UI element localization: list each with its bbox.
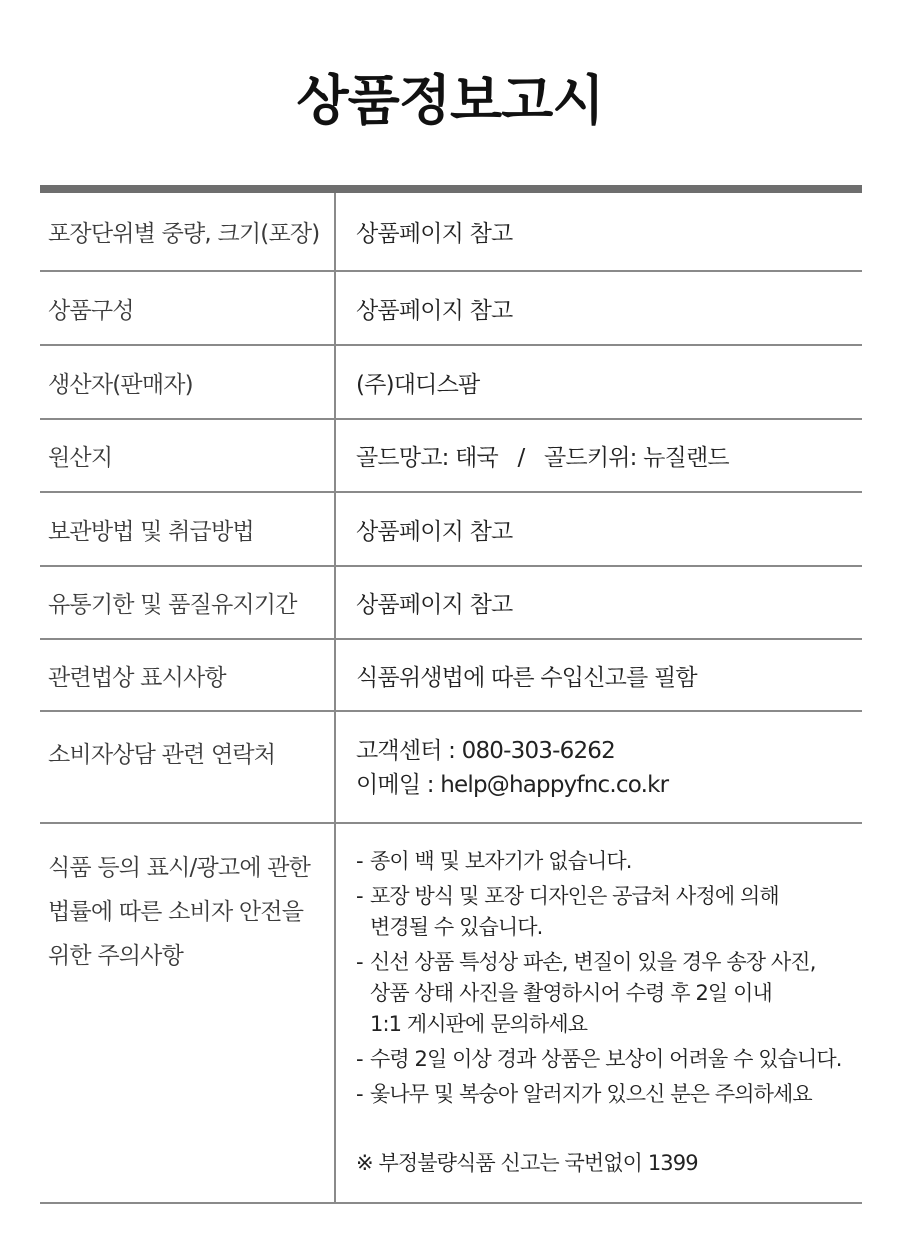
row-label: 상품구성	[40, 272, 336, 344]
row-value: (주)대디스팜	[356, 371, 480, 398]
table-row	[40, 346, 862, 420]
notice-dash: -	[356, 1047, 363, 1071]
product-info-table	[40, 185, 862, 1204]
table-row	[40, 493, 862, 567]
contact-email: 이메일 : help@happyfnc.co.kr	[356, 772, 669, 798]
notice-value	[336, 824, 862, 1202]
row-label: 관련법상 표시사항	[40, 640, 336, 710]
row-label: 원산지	[40, 420, 336, 491]
notice-item	[356, 1079, 812, 1110]
row-label: 보관방법 및 취급방법	[40, 493, 336, 565]
notice-line: 상품 상태 사진을 촬영하시어 수령 후 2일 이내	[370, 981, 772, 1005]
notice-label-line: 식품 등의 표시/광고에 관한	[48, 855, 311, 881]
table-row	[40, 567, 862, 640]
notice-line: 수령 2일 이상 경과 상품은 보상이 어려울 수 있습니다.	[370, 1047, 842, 1071]
notice-line: 1:1 게시판에 문의하세요	[370, 1012, 588, 1036]
row-value: 상품페이지 참고	[356, 518, 513, 545]
notice-dash: -	[356, 884, 363, 908]
contact-phone: 고객센터 : 080-303-6262	[356, 738, 615, 764]
row-value: 상품페이지 참고	[356, 297, 513, 324]
table-row	[40, 640, 862, 712]
notice-dash: -	[356, 1082, 363, 1106]
contact-row	[40, 712, 862, 824]
table-row	[40, 420, 862, 493]
contact-value	[336, 712, 862, 822]
notice-item	[356, 846, 632, 877]
notice-line: 신선 상품 특성상 파손, 변질이 있을 경우 송장 사진,	[370, 950, 816, 974]
row-value: 식품위생법에 따른 수입신고를 필함	[356, 664, 697, 691]
notice-label-line: 위한 주의사항	[48, 943, 184, 969]
notice-item	[356, 947, 815, 1040]
notice-label	[40, 824, 336, 1202]
row-value: 상품페이지 참고	[356, 221, 513, 247]
notice-line: 변경될 수 있습니다.	[370, 915, 543, 939]
row-value: 골드망고: 태국 / 골드키위: 뉴질랜드	[356, 445, 729, 471]
page-title: 상품정보고시	[296, 69, 604, 132]
notice-item	[356, 1044, 842, 1075]
table-row	[40, 193, 862, 272]
notice-line: 종이 백 및 보자기가 없습니다.	[370, 849, 632, 873]
notice-dash: -	[356, 950, 363, 974]
footnote: ※ 부정불량식품 신고는 국번없이 1399	[356, 1151, 698, 1175]
notice-line: 포장 방식 및 포장 디자인은 공급처 사정에 의해	[370, 884, 779, 908]
contact-label: 소비자상담 관련 연락처	[40, 712, 336, 822]
row-label: 생산자(판매자)	[40, 346, 336, 418]
row-value: 상품페이지 참고	[356, 592, 513, 618]
notice-dash: -	[356, 849, 363, 873]
notice-row	[40, 824, 862, 1204]
notice-item	[356, 881, 779, 943]
row-label: 포장단위별 중량, 크기(포장)	[40, 193, 336, 270]
notice-line: 옻나무 및 복숭아 알러지가 있으신 분은 주의하세요	[370, 1082, 812, 1106]
row-label: 유통기한 및 품질유지기간	[40, 567, 336, 638]
notice-label-line: 법률에 따른 소비자 안전을	[48, 899, 304, 925]
table-row	[40, 272, 862, 346]
table-top-bar	[40, 185, 862, 193]
